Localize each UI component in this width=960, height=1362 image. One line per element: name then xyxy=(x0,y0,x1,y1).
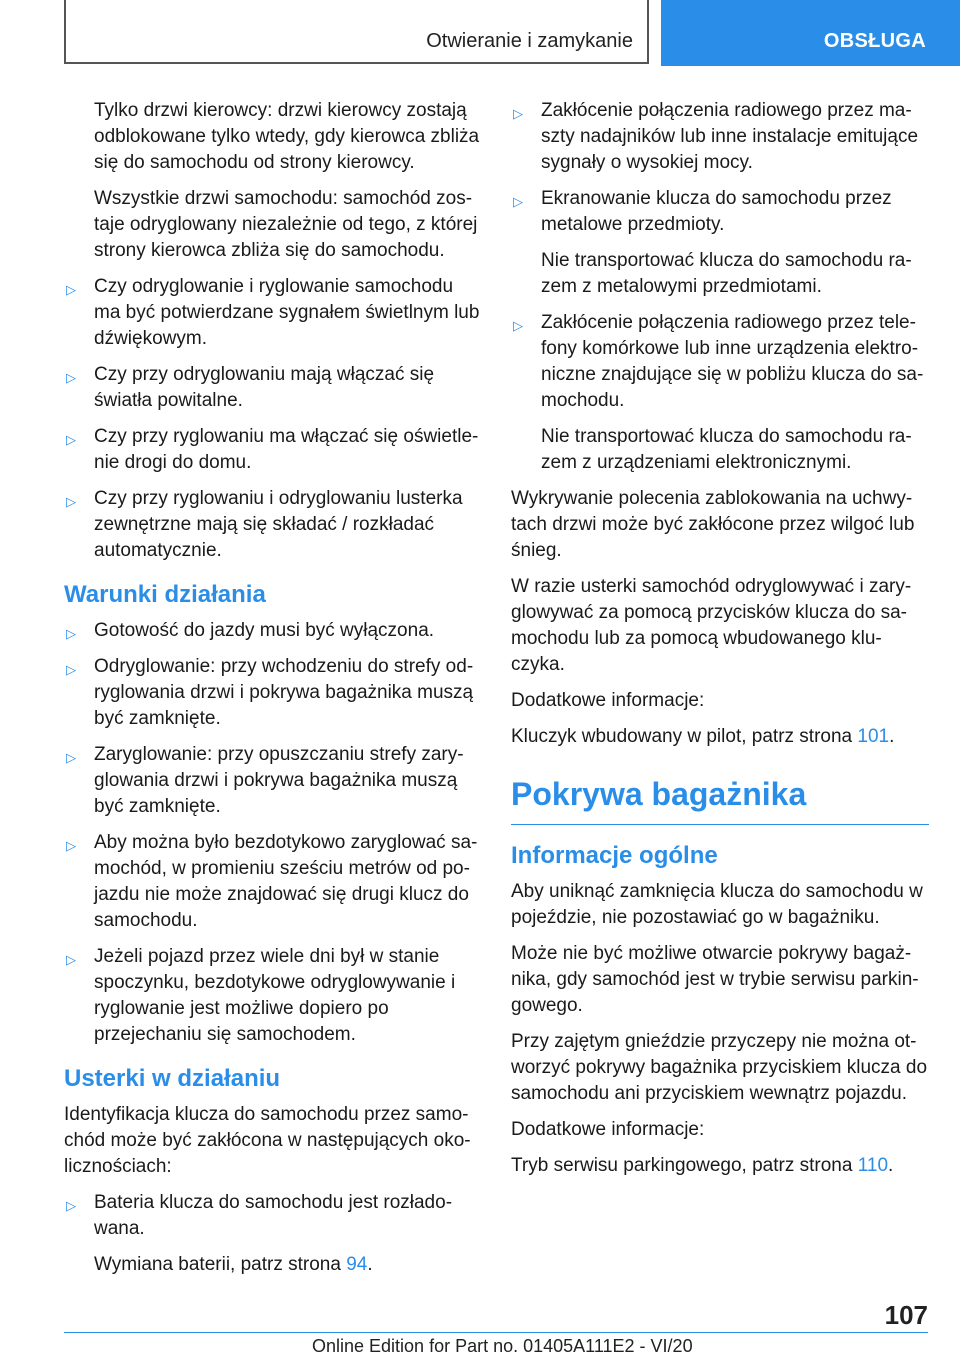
triangle-bullet-icon: ▷ xyxy=(66,282,76,297)
list-item: ▷ Ekranowanie klucza do samochodu przez metalowe przedmioty. Nie transportować klucza do samochodu razem z metalowymi przedmiotami. xyxy=(513,188,912,297)
paragraph-faults-intro: Identyfikacja klucza do samochodu przez samochód może być zakłócona w następujących okolicznościach: xyxy=(64,1104,471,1177)
list-item: ▷ Czy przy odryglowaniu mają włączać się światła powitalne. xyxy=(66,364,435,411)
heading-trunk-lid: Pokrywa bagażnika xyxy=(511,774,929,825)
edition-footer: Online Edition for Part no. 01405A111E2 - VI/20 xyxy=(312,1336,693,1356)
heading-general-info: Informacje ogólne xyxy=(511,842,718,869)
paragraph-driver-door: Tylko drzwi kierowcy: drzwi kierowcy zostają odblokowane tylko wtedy, gdy kierowca zbliża się do samochodu od strony kierowcy. xyxy=(94,100,480,173)
page-link-101[interactable]: 101 xyxy=(857,726,890,747)
triangle-bullet-icon: ▷ xyxy=(66,750,76,765)
list-item: ▷ Zakłócenie połączenia radiowego przez telefony komórkowe lub inne urządzenia elektroniczne znajdujące się w pobliżu klucza do samochodu. Nie transportować klucza do samochodu razem z urządzeniami elektronicznymi. xyxy=(513,312,924,473)
chapter-tab-label: OBSŁUGA xyxy=(823,30,926,52)
list-item: ▷ Czy odryglowanie i ryglowanie samochodu ma być potwierdzane sygnałem świetlnym lub dźwiękowym. xyxy=(66,276,480,349)
heading-faults: Usterki w działaniu xyxy=(64,1065,281,1092)
list-item: ▷ Czy przy ryglowaniu i odryglowaniu lusterka zewnętrzne mają się składać / rozkładać automatycznie. xyxy=(66,488,463,561)
list-item: ▷ Zakłócenie połączenia radiowego przez maszty nadajników lub inne instalacje emitujące sygnały o wysokiej mocy. xyxy=(513,100,919,173)
paragraph-trunk-1: Aby uniknąć zamknięcia klucza do samochodu w pojeździe, nie pozostawiać go w bagażniku. xyxy=(511,881,923,928)
triangle-bullet-icon: ▷ xyxy=(513,106,523,121)
triangle-bullet-icon: ▷ xyxy=(66,952,76,967)
paragraph-trunk-2: Może nie być możliwe otwarcie pokrywy bagażnika, gdy samochód jest w trybie serwisu parkingowego. xyxy=(511,943,919,1016)
triangle-bullet-icon: ▷ xyxy=(66,370,76,385)
reference-integrated-key: Kluczyk wbudowany w pilot, patrz strona 101. xyxy=(511,726,895,747)
triangle-bullet-icon: ▷ xyxy=(66,432,76,447)
heading-conditions: Warunki działania xyxy=(64,581,266,608)
page-link-110[interactable]: 110 xyxy=(857,1155,889,1176)
faults-list-continued xyxy=(511,98,929,476)
list-item: ▷ Aby można było bezdotykowo zaryglować samochód, w promieniu sześciu metrów od pojazdu nie może znajdować się drugi klucz do samochodu. xyxy=(66,832,478,931)
list-item: ▷ Bateria klucza do samochodu jest rozładowana. Wymiana baterii, patrz strona 94. xyxy=(64,1190,480,1278)
list-item: ▷ Zaryglowanie: przy opuszczaniu strefy zaryglowania drzwi i pokrywa bagażnika muszą być zamknięte. xyxy=(66,744,464,817)
battery-reference: Wymiana baterii, patrz strona 94. xyxy=(94,1254,373,1275)
right-column xyxy=(511,98,929,1189)
triangle-bullet-icon: ▷ xyxy=(513,194,523,209)
paragraph-trunk-3: Przy zajętym gnieździe przyczepy nie można otworzyć pokrywy bagażnika przyciskiem klucza do samochodu ani przyciskiem wewnątrz pojazdu. xyxy=(511,1031,928,1104)
page-link-94[interactable]: 94 xyxy=(346,1254,368,1275)
reference-valet-mode: Tryb serwisu parkingowego, patrz strona 110. xyxy=(511,1155,894,1176)
triangle-bullet-icon: ▷ xyxy=(66,662,76,677)
left-column xyxy=(64,98,480,1288)
settings-list xyxy=(64,274,480,564)
conditions-list xyxy=(64,618,480,1048)
paragraph-fault-action: W razie usterki samochód odryglowywać i zaryglowywać za pomocą przycisków klucza do samochodu lub za pomocą wbudowanego kluczyka. xyxy=(511,576,912,675)
paragraph-all-doors: Wszystkie drzwi samochodu: samochód zostaje odryglowany niezależnie od tego, z której strony kierowca zbliża się do samochodu. xyxy=(94,188,478,261)
triangle-bullet-icon: ▷ xyxy=(66,838,76,853)
triangle-bullet-icon: ▷ xyxy=(513,318,523,333)
faults-list xyxy=(64,1190,480,1278)
list-item: ▷ Gotowość do jazdy musi być wyłączona. xyxy=(64,618,480,644)
footer-divider xyxy=(64,1332,928,1333)
triangle-bullet-icon: ▷ xyxy=(66,1198,76,1213)
more-info-label: Dodatkowe informacje: xyxy=(511,690,705,711)
more-info-label: Dodatkowe informacje: xyxy=(511,1119,705,1140)
section-title: Otwieranie i zamykanie xyxy=(426,30,633,52)
list-item: ▷ Czy przy ryglowaniu ma włączać się oświetlenie drogi do domu. xyxy=(66,426,479,473)
triangle-bullet-icon: ▷ xyxy=(66,494,76,509)
list-item: ▷ Jeżeli pojazd przez wiele dni był w stanie spoczynku, bezdotykowe odryglowywanie i ryglowanie jest możliwe dopiero po przejechaniu się samochodem. xyxy=(66,946,456,1045)
chapter-tab[interactable] xyxy=(661,0,960,66)
triangle-bullet-icon: ▷ xyxy=(66,626,76,641)
list-item: ▷ Odryglowanie: przy wchodzeniu do strefy odryglowania drzwi i pokrywa bagażnika muszą być zamknięte. xyxy=(66,656,474,729)
paragraph-weather: Wykrywanie polecenia zablokowania na uchwytach drzwi może być zakłócone przez wilgoć lub śnieg. xyxy=(511,488,915,561)
page-number: 107 xyxy=(884,1300,928,1330)
header-frame xyxy=(64,0,649,64)
